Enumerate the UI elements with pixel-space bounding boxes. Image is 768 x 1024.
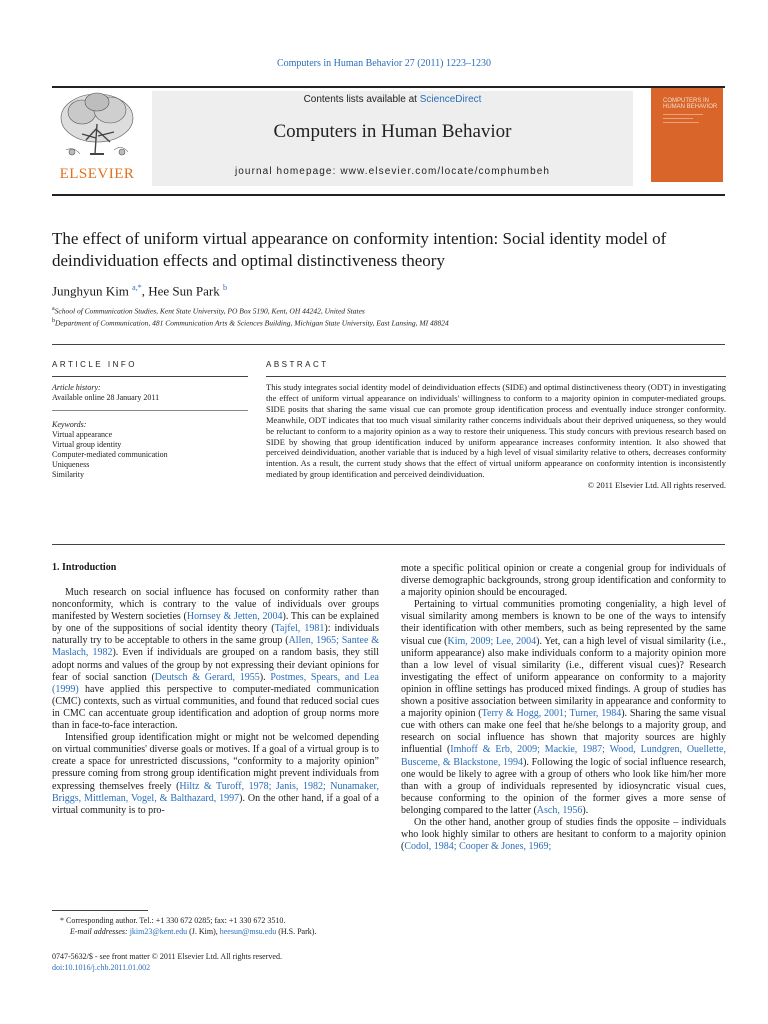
abstract-text-block	[266, 382, 726, 491]
email-suffix: (H.S. Park).	[276, 926, 317, 936]
right-column	[401, 563, 726, 853]
cover-line	[663, 118, 693, 119]
contents-line	[152, 94, 633, 105]
paragraph-text: ). Following the logic of social influence research, one would be likely to agree with a group of others who look like him/her more than with a group of individuals represented by idiosyncratic visual cues, because conforming to the opinion of the former gives a more sense of belonging compared to the latter (	[401, 756, 726, 816]
citation-link[interactable]: Imhoff & Erb, 2009; Mackie, 1987; Wood, Lundgren, Ouellette, Busceme, & Blackstone, 1994	[401, 744, 726, 768]
citation-link[interactable]: Tajfel, 1981	[274, 623, 325, 635]
paragraph-text: have applied this perspective to computer-mediated communication (CMC) contexts, such as virtual communities, and found that reduced social cues in CMC can accentuate group identification and adoption of group norms more than in face-to-face interaction.	[52, 683, 379, 732]
elsevier-wordmark: ELSEVIER	[59, 166, 135, 182]
author-name: Hee Sun Park	[148, 283, 220, 299]
section-heading: 1. Introduction	[52, 562, 117, 573]
citation-link[interactable]: Allen, 1965; Santee & Maslach, 1982	[52, 635, 379, 659]
sciencedirect-link[interactable]: ScienceDirect	[419, 94, 482, 105]
email-link-park[interactable]: heesun@msu.edu	[219, 926, 277, 936]
paragraph-text: mote a specific political opinion or create a congenial group for individuals of diverse demographic backgrounds, strong group identification and conformity to a majority opinion should be encouraged.	[401, 563, 726, 599]
paragraph-text: ).	[582, 804, 589, 816]
divider	[52, 544, 725, 545]
paragraph-text: ). Even if individuals are grouped on a random basis, they still adopt norms and values of the group by not expressing their deviant opinions for fear of social sanction (	[52, 647, 379, 683]
keywords-label: Keywords:	[52, 420, 87, 429]
cover-title: COMPUTERS IN HUMAN BEHAVIOR	[663, 98, 718, 110]
affiliation-b	[52, 318, 449, 328]
footnote-rule	[52, 910, 148, 911]
citation-link[interactable]: Asch, 1956	[536, 804, 583, 816]
citation-link[interactable]: Terry & Hogg, 2001; Turner, 1984	[481, 708, 622, 720]
article-title: The effect of uniform virtual appearance on conformity intention: Social identity model of deindividuation effects and optimal distinctiveness theory	[52, 229, 667, 270]
doi-link[interactable]: doi:10.1016/j.chb.2011.01.002	[52, 962, 151, 972]
email-link-kim[interactable]: jkim23@kent.edu	[129, 926, 188, 936]
journal-banner	[152, 91, 633, 186]
affiliation-mark: a	[52, 306, 55, 312]
footnote	[60, 916, 380, 937]
email-suffix: (J. Kim),	[187, 926, 220, 936]
journal-cover	[651, 88, 723, 182]
citation-link[interactable]: Deutsch & Gerard, 1955	[154, 671, 260, 683]
keyword: Uniqueness	[52, 460, 90, 469]
journal-homepage[interactable]: journal homepage: www.elsevier.com/locate/comphumbeh	[234, 166, 551, 177]
author-name: Junghyun Kim	[52, 283, 129, 299]
paragraph	[52, 732, 379, 817]
keyword: Computer-mediated communication	[52, 450, 168, 459]
corresponding-author: * Corresponding author. Tel.: +1 330 672 0285; fax: +1 330 672 3510.	[60, 916, 286, 925]
paragraph-text: On the other hand, another group of studies finds the opposite – individuals who look highly similar to others are hesitant to conform to a majority opinion (	[401, 816, 726, 853]
divider	[52, 344, 725, 345]
history-label: Article history:	[52, 383, 101, 392]
journal-citation[interactable]: Computers in Human Behavior 27 (2011) 1223–1230	[276, 58, 492, 69]
keyword: Similarity	[52, 470, 84, 479]
citation-link[interactable]: Kim, 2009; Lee, 2004	[447, 635, 537, 647]
paragraph-text: ). This can be explained by one of the suppositions of social identity theory (	[52, 611, 379, 635]
elsevier-tree-icon	[52, 88, 142, 166]
paragraph	[401, 599, 726, 817]
author-affil-mark[interactable]: a,*	[132, 283, 142, 292]
elsevier-logo	[52, 88, 142, 188]
author-separator: ,	[141, 283, 149, 299]
paragraph-text: Intensified group identification might or might not be welcomed depending on virtual communities' diverse goals or motives. If a goal of a virtual group is to create a space for unrestricted discussions, “conformity to a majority opinion” pressure coming from strong group identification might prevent individuals from expressing themselves freely (	[52, 732, 379, 792]
keywords-block	[52, 420, 248, 480]
paragraph	[401, 563, 726, 599]
email-label: E-mail addresses:	[70, 926, 130, 936]
abstract-heading: ABSTRACT	[266, 360, 329, 369]
paragraph	[401, 817, 726, 853]
abstract-text: This study integrates social identity model of deindividuation effects (SIDE) and optimal distinctiveness theory (ODT) in investigating the effect of uniform virtual appearance on individuals' willingness to conform to a majority opinion in computer-mediated groups. SIDE posits that sharing the same visual cue can promote group identification process and eventually induce stronger conformity. Meanwhile, ODT indicates that too much visual similarity rather concerns individuals about their deprived uniqueness, so they would be reluctant to conform to a majority opinion as a way to restore their uniqueness. This study concurs with previous research based on SIDE by showing that group identification induced by uniform appearance increases conformity intention. It also showed that perceived deindividuation, another variable that is induced by a high level of visual similarity relative to others, decreases conformity intention. As a result, the current study shows that the effect of virtual uniform appearance on conformity intention is inconsistently mediated by group identification and perceived deindividuation.	[266, 382, 726, 480]
paragraph-text: Much research on social influence has focused on conformity rather than nonconformity, which is contrary to the value of individuals over groups manifested by Western societies (	[52, 587, 379, 623]
citation-link[interactable]: Hiltz & Turoff, 1978; Janis, 1982; Nunamaker, Briggs, Mittleman, Vogel, & Balthazard, 1997	[52, 780, 379, 804]
contents-prefix: Contents lists available at	[303, 94, 420, 105]
journal-title: Computers in Human Behavior	[273, 121, 512, 142]
article-info-heading: ARTICLE INFO	[52, 360, 137, 369]
paragraph-text: Pertaining to virtual communities promoting congeniality, a high level of visual similarity among members is known to be one of the ways to intensify their identification with other members, such as being represented by the same visual cue (	[401, 599, 726, 647]
header-rule-top	[52, 86, 725, 88]
citation-link[interactable]: Hornsey & Jetten, 2004	[186, 611, 283, 623]
keyword: Virtual group identity	[52, 440, 122, 449]
bottom-info	[52, 952, 452, 973]
author-affil-mark[interactable]: b	[222, 283, 227, 292]
paragraph	[52, 587, 379, 732]
paragraph-text: ). Yet, can a high level of visual similarity (i.e., uniform appearance) also make individuals conform to a majority opinion more than a low level of visual similarity (i.e., different visual cues)? Research investigating the effect of uniform appearance on conformity to a majority opinion in offline settings has produced mixed findings. A group of studies has shown a positive association between similarity in appearance and conformity to a majority opinion (	[401, 635, 726, 720]
article-history	[52, 383, 248, 403]
header-rule-bottom	[52, 194, 725, 196]
divider	[52, 410, 248, 411]
left-column	[52, 587, 379, 817]
keyword: Virtual appearance	[52, 430, 113, 439]
paragraph-text: ): individuals naturally try to be acceptable to others in the same group (	[52, 623, 379, 647]
citation-link[interactable]: Postmes, Spears, and Lea (1999)	[52, 671, 379, 695]
citation-link[interactable]: Codol, 1984; Cooper & Jones, 1969;	[404, 841, 552, 853]
paragraph-text: ). On the other hand, if a goal of a virtual community is to pro-	[52, 792, 380, 816]
issn-line: 0747-5632/$ - see front matter © 2011 Elsevier Ltd. All rights reserved.	[52, 952, 282, 961]
affiliation-a	[52, 306, 365, 316]
affiliation-text: Department of Communication, 481 Communication Arts & Sciences Building, Michigan State University, East Lansing, MI 48824	[55, 318, 449, 328]
authors	[52, 283, 227, 299]
cover-line	[663, 122, 699, 123]
paragraph-text: ).	[259, 671, 271, 683]
affiliation-text: School of Communication Studies, Kent State University, PO Box 5190, Kent, OH 44242, United States	[54, 306, 365, 316]
divider	[52, 376, 248, 377]
divider	[266, 376, 726, 377]
cover-line	[663, 114, 703, 115]
abstract-copyright: © 2011 Elsevier Ltd. All rights reserved.	[587, 480, 726, 491]
history-value: Available online 28 January 2011	[52, 393, 160, 402]
paragraph-text: ). Sharing the same visual cue with others can make one feel that he/she belongs to a majority group, and research on social influence has shown that majority sources are highly influential (	[401, 708, 727, 756]
affiliation-mark: b	[52, 318, 55, 324]
